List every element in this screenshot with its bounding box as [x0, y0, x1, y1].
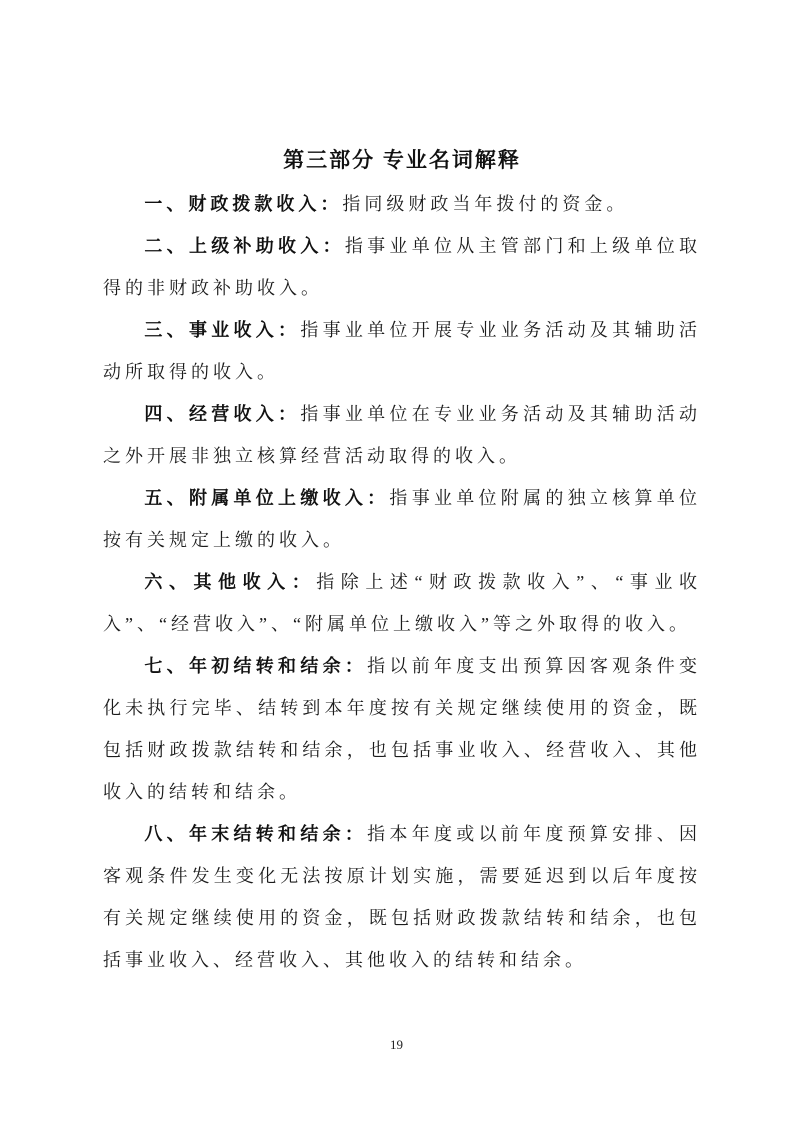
term-definition-6: 指除上述“财政拨款收入”、“事业收入”、“经营收入”、“附属单位上缴收入”等之外取得的收入。: [103, 572, 702, 634]
term-label-3: 三、事业收入：: [144, 320, 301, 340]
definition-paragraph-3: [103, 309, 701, 393]
term-definition-2: 指事业单位从主管部门和上级单位取得的非财政补助收入。: [103, 236, 702, 298]
term-definition-8: 指本年度或以前年度预算安排、因客观条件发生变化无法按原计划实施，需要延迟到以后年度按有关规定继续使用的资金，既包括财政拨款结转和结余，也包括事业收入、经营收入、其他收入的结转和结余。: [103, 824, 702, 970]
definition-paragraph-8: [103, 813, 701, 981]
term-label-6: 六、其他收入：: [144, 572, 317, 592]
definition-paragraph-1: [103, 183, 701, 225]
term-definition-3: 指事业单位开展专业业务活动及其辅助活动所取得的收入。: [103, 320, 702, 382]
definition-paragraph-5: [103, 477, 701, 561]
document-content: [103, 139, 701, 981]
page-title: 第三部分 专业名词解释: [283, 149, 521, 172]
definition-paragraph-7: [103, 645, 701, 813]
term-definition-7: 指以前年度支出预算因客观条件变化未执行完毕、结转到本年度按有关规定继续使用的资金，既包括财政拨款结转和结余，也包括事业收入、经营收入、其他收入的结转和结余。: [103, 656, 702, 802]
term-definition-1: 指同级财政当年拨付的资金。: [342, 194, 629, 214]
term-definition-4: 指事业单位在专业业务活动及其辅助活动之外开展非独立核算经营活动取得的收入。: [103, 404, 702, 466]
page-number: 19: [390, 1037, 403, 1052]
definition-paragraph-2: [103, 225, 701, 309]
term-label-4: 四、经营收入：: [144, 404, 301, 424]
term-label-8: 八、年末结转和结余：: [144, 824, 368, 844]
term-label-1: 一、财政拨款收入：: [144, 194, 343, 214]
term-label-5: 五、附属单位上缴收入：: [144, 488, 390, 508]
definition-paragraph-6: [103, 561, 701, 645]
term-label-2: 二、上级补助收入：: [144, 236, 345, 256]
term-label-7: 七、年初结转和结余：: [144, 656, 368, 676]
definition-paragraph-4: [103, 393, 701, 477]
term-definition-5: 指事业单位附属的独立核算单位按有关规定上缴的收入。: [103, 488, 702, 550]
